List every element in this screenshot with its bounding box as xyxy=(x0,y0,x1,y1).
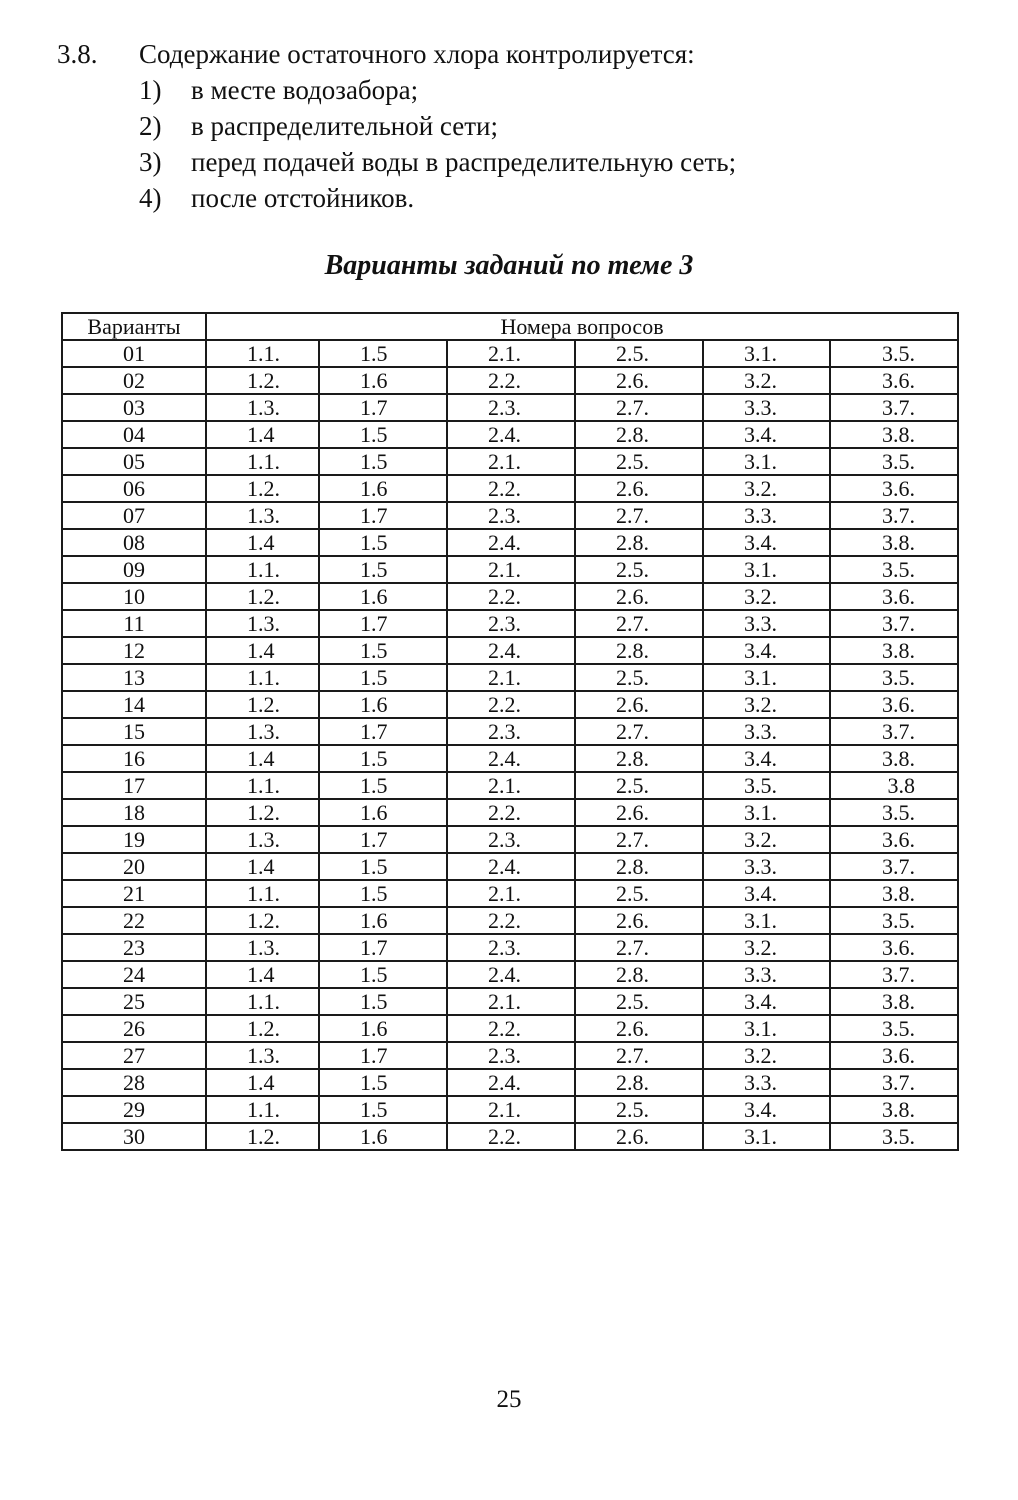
question-number-cell: 2.3. xyxy=(447,718,575,745)
question-number-cell: 1.6 xyxy=(319,907,447,934)
question-number-cell: 2.3. xyxy=(447,610,575,637)
question-number-cell: 2.5. xyxy=(575,448,703,475)
table-row xyxy=(62,718,958,745)
question-number-cell: 2.8. xyxy=(575,745,703,772)
question-number-cell: 3.4. xyxy=(703,1096,830,1123)
question-number-cell: 2.3. xyxy=(447,394,575,421)
question-number-cell: 1.1. xyxy=(206,988,319,1015)
question-number-cell: 1.2. xyxy=(206,1123,319,1150)
variant-number-cell: 28 xyxy=(62,1069,206,1096)
question-number-cell: 1.6 xyxy=(319,367,447,394)
question-number-cell: 1.3. xyxy=(206,934,319,961)
question-number-cell: 1.5 xyxy=(319,988,447,1015)
question-number-cell: 2.2. xyxy=(447,475,575,502)
variant-number-cell: 26 xyxy=(62,1015,206,1042)
question-number-cell: 3.2. xyxy=(703,691,830,718)
question-number-cell: 1.4 xyxy=(206,529,319,556)
variant-number-cell: 06 xyxy=(62,475,206,502)
question-number-cell: 1.5 xyxy=(319,448,447,475)
question-number-cell: 2.8. xyxy=(575,853,703,880)
table-row xyxy=(62,1042,958,1069)
answer-option-number: 4) xyxy=(139,183,162,213)
question-number-cell: 2.6. xyxy=(575,475,703,502)
question-number-cell: 3.3. xyxy=(703,961,830,988)
question-number-cell: 2.4. xyxy=(447,961,575,988)
table-row xyxy=(62,961,958,988)
table-row xyxy=(62,502,958,529)
question-number-cell: 1.7 xyxy=(319,718,447,745)
question-number-cell: 2.7. xyxy=(575,610,703,637)
variant-number-cell: 14 xyxy=(62,691,206,718)
variant-number-cell: 07 xyxy=(62,502,206,529)
table-row xyxy=(62,394,958,421)
question-number-cell: 2.5. xyxy=(575,880,703,907)
variant-number-cell: 21 xyxy=(62,880,206,907)
question-number-cell: 3.2. xyxy=(703,934,830,961)
question-number-cell: 1.5 xyxy=(319,1069,447,1096)
question-number-cell: 1.1. xyxy=(206,880,319,907)
table-row xyxy=(62,340,958,367)
table-row xyxy=(62,421,958,448)
table-row xyxy=(62,529,958,556)
table-row xyxy=(62,367,958,394)
question-number-cell: 1.3. xyxy=(206,718,319,745)
table-row xyxy=(62,799,958,826)
variants-table xyxy=(61,312,959,1151)
question-number-cell: 2.8. xyxy=(575,421,703,448)
question-number-cell: 3.1. xyxy=(703,448,830,475)
question-number-cell: 3.4. xyxy=(703,880,830,907)
question-number-cell: 3.7. xyxy=(830,718,958,745)
question-number-cell: 2.8. xyxy=(575,961,703,988)
variant-number-cell: 08 xyxy=(62,529,206,556)
question-number-cell: 1.5 xyxy=(319,745,447,772)
question-number-cell: 2.1. xyxy=(447,988,575,1015)
question-number-cell: 1.6 xyxy=(319,475,447,502)
question-number-cell: 3.6. xyxy=(830,367,958,394)
variant-number-cell: 20 xyxy=(62,853,206,880)
question-number-cell: 2.1. xyxy=(447,880,575,907)
question-number-cell: 3.5. xyxy=(830,556,958,583)
variant-number-cell: 01 xyxy=(62,340,206,367)
variant-number-cell: 02 xyxy=(62,367,206,394)
question-number-cell: 1.7 xyxy=(319,1042,447,1069)
question-number-cell: 3.2. xyxy=(703,367,830,394)
question-number-cell: 3.8. xyxy=(830,745,958,772)
question-number-cell: 2.1. xyxy=(447,556,575,583)
variant-number-cell: 22 xyxy=(62,907,206,934)
question-number-cell: 1.5 xyxy=(319,556,447,583)
table-row xyxy=(62,1123,958,1150)
question-number-cell: 3.7. xyxy=(830,610,958,637)
variant-number-cell: 25 xyxy=(62,988,206,1015)
question-number-cell: 2.7. xyxy=(575,502,703,529)
question-number-cell: 3.8. xyxy=(830,421,958,448)
question-number-cell: 1.4 xyxy=(206,637,319,664)
variant-number-cell: 17 xyxy=(62,772,206,799)
question-number-cell: 2.7. xyxy=(575,934,703,961)
question-number-cell: 3.5. xyxy=(830,448,958,475)
answer-option-number: 1) xyxy=(139,75,162,105)
question-number-cell: 3.5. xyxy=(830,907,958,934)
question-number-cell: 2.6. xyxy=(575,367,703,394)
question-number-cell: 1.5 xyxy=(319,853,447,880)
question-number-cell: 1.4 xyxy=(206,745,319,772)
question-number-cell: 3.2. xyxy=(703,1042,830,1069)
question-number-cell: 2.1. xyxy=(447,448,575,475)
question-number-cell: 2.1. xyxy=(447,340,575,367)
question-number-cell: 3.7. xyxy=(830,961,958,988)
question-number-cell: 3.3. xyxy=(703,718,830,745)
answer-option xyxy=(57,108,957,144)
question-number-cell: 3.5. xyxy=(703,772,830,799)
question-number-cell: 2.6. xyxy=(575,1123,703,1150)
question-number-cell: 3.2. xyxy=(703,475,830,502)
question-number-cell: 1.5 xyxy=(319,421,447,448)
question-number-cell: 2.5. xyxy=(575,664,703,691)
question-number-cell: 1.5 xyxy=(319,529,447,556)
question-number-cell: 3.6. xyxy=(830,691,958,718)
variant-number-cell: 19 xyxy=(62,826,206,853)
question-number-cell: 2.8. xyxy=(575,637,703,664)
question-number-cell: 3.8. xyxy=(830,1096,958,1123)
table-row xyxy=(62,637,958,664)
question-number-cell: 2.8. xyxy=(575,1069,703,1096)
question-number-cell: 2.7. xyxy=(575,1042,703,1069)
question-number-cell: 1.4 xyxy=(206,853,319,880)
question-number-cell: 1.2. xyxy=(206,907,319,934)
question-number-cell: 3.3. xyxy=(703,853,830,880)
question-number-cell: 2.3. xyxy=(447,826,575,853)
question-number-cell: 1.6 xyxy=(319,583,447,610)
variant-number-cell: 30 xyxy=(62,1123,206,1150)
variant-number-cell: 18 xyxy=(62,799,206,826)
table-row xyxy=(62,772,958,799)
question-number-cell: 2.2. xyxy=(447,799,575,826)
table-row xyxy=(62,475,958,502)
table-row xyxy=(62,664,958,691)
table-row xyxy=(62,583,958,610)
question-number-cell: 2.4. xyxy=(447,853,575,880)
question-number-cell: 2.6. xyxy=(575,1015,703,1042)
question-number-cell: 2.6. xyxy=(575,583,703,610)
answer-option-number: 3) xyxy=(139,147,162,177)
variant-number-cell: 27 xyxy=(62,1042,206,1069)
question-number-cell: 1.1. xyxy=(206,664,319,691)
question-number-cell: 1.3. xyxy=(206,826,319,853)
question-number-cell: 3.3. xyxy=(703,1069,830,1096)
variant-number-cell: 10 xyxy=(62,583,206,610)
question-number-cell: 1.2. xyxy=(206,799,319,826)
question-number-cell: 1.6 xyxy=(319,1015,447,1042)
question-number-cell: 2.1. xyxy=(447,664,575,691)
question-number-cell: 1.3. xyxy=(206,610,319,637)
question-number-cell: 3.5. xyxy=(830,799,958,826)
header-variants: Варианты xyxy=(62,313,206,340)
variant-number-cell: 11 xyxy=(62,610,206,637)
variant-number-cell: 29 xyxy=(62,1096,206,1123)
question-number-cell: 3.5. xyxy=(830,1015,958,1042)
question-number-cell: 3.2. xyxy=(703,826,830,853)
question-number: 3.8. xyxy=(57,39,98,69)
table-row xyxy=(62,1015,958,1042)
question-number-cell: 3.4. xyxy=(703,637,830,664)
table-row xyxy=(62,853,958,880)
question-number-cell: 3.3. xyxy=(703,394,830,421)
question-number-cell: 3.7. xyxy=(830,853,958,880)
answer-option-text: после отстойников. xyxy=(191,183,415,213)
question-number-cell: 3.1. xyxy=(703,1015,830,1042)
table-row xyxy=(62,691,958,718)
question-number-cell: 1.7 xyxy=(319,826,447,853)
question-number-cell: 1.4 xyxy=(206,421,319,448)
variant-number-cell: 15 xyxy=(62,718,206,745)
question-number-cell: 2.2. xyxy=(447,907,575,934)
answer-option xyxy=(57,180,957,216)
question-number-cell: 3.1. xyxy=(703,556,830,583)
variant-number-cell: 16 xyxy=(62,745,206,772)
question-number-cell: 1.6 xyxy=(319,691,447,718)
question-number-cell: 3.8. xyxy=(830,988,958,1015)
question-number-cell: 1.5 xyxy=(319,637,447,664)
question-number-cell: 2.7. xyxy=(575,826,703,853)
answer-option xyxy=(57,72,957,108)
variant-number-cell: 23 xyxy=(62,934,206,961)
table-row xyxy=(62,610,958,637)
question-number-cell: 3.8 xyxy=(830,772,958,799)
question-number-cell: 3.6. xyxy=(830,1042,958,1069)
question-number-cell: 2.2. xyxy=(447,367,575,394)
question-number-cell: 1.5 xyxy=(319,340,447,367)
question-number-cell: 1.1. xyxy=(206,340,319,367)
question-number-cell: 3.8. xyxy=(830,637,958,664)
question-number-cell: 2.5. xyxy=(575,1096,703,1123)
question-number-cell: 2.2. xyxy=(447,1015,575,1042)
question-number-cell: 2.3. xyxy=(447,934,575,961)
question-number-cell: 3.3. xyxy=(703,502,830,529)
question-number-cell: 3.6. xyxy=(830,475,958,502)
question-number-cell: 1.3. xyxy=(206,1042,319,1069)
question-number-cell: 2.5. xyxy=(575,772,703,799)
question-text: Содержание остаточного хлора контролируется: xyxy=(139,39,695,69)
question-number-cell: 3.5. xyxy=(830,340,958,367)
table-row xyxy=(62,1096,958,1123)
answer-option-text: в распределительной сети; xyxy=(191,111,498,141)
table-row xyxy=(62,745,958,772)
question-number-cell: 3.4. xyxy=(703,745,830,772)
question-number-cell: 1.5 xyxy=(319,664,447,691)
question-number-cell: 2.8. xyxy=(575,529,703,556)
question-number-cell: 3.1. xyxy=(703,907,830,934)
question-number-cell: 2.7. xyxy=(575,718,703,745)
question-number-cell: 1.2. xyxy=(206,691,319,718)
question-number-cell: 1.2. xyxy=(206,583,319,610)
question-number-cell: 2.5. xyxy=(575,340,703,367)
table-row xyxy=(62,826,958,853)
question-number-cell: 2.6. xyxy=(575,907,703,934)
question-number-cell: 3.6. xyxy=(830,826,958,853)
question-number-cell: 3.4. xyxy=(703,421,830,448)
question-number-cell: 1.7 xyxy=(319,610,447,637)
question-number-cell: 1.7 xyxy=(319,502,447,529)
question-number-cell: 1.5 xyxy=(319,880,447,907)
table-row xyxy=(62,907,958,934)
question-number-cell: 2.4. xyxy=(447,637,575,664)
question-number-cell: 2.1. xyxy=(447,772,575,799)
table-header-row xyxy=(62,313,958,340)
question-number-cell: 3.5. xyxy=(830,1123,958,1150)
table-body xyxy=(62,340,958,1150)
question-number-cell: 1.5 xyxy=(319,961,447,988)
variant-number-cell: 04 xyxy=(62,421,206,448)
question-number-cell: 3.7. xyxy=(830,502,958,529)
header-question-numbers: Номера вопросов xyxy=(206,313,958,340)
answer-option-text: перед подачей воды в распределительную сеть; xyxy=(191,147,737,177)
question-number-cell: 2.2. xyxy=(447,691,575,718)
question-number-cell: 2.3. xyxy=(447,502,575,529)
question-number-cell: 2.3. xyxy=(447,1042,575,1069)
question-number-cell: 1.3. xyxy=(206,394,319,421)
question-number-cell: 2.2. xyxy=(447,1123,575,1150)
question-number-cell: 3.3. xyxy=(703,610,830,637)
question-number-cell: 1.2. xyxy=(206,1015,319,1042)
question-number-cell: 2.4. xyxy=(447,1069,575,1096)
question-number-cell: 1.2. xyxy=(206,475,319,502)
variant-number-cell: 03 xyxy=(62,394,206,421)
question-number-cell: 3.4. xyxy=(703,988,830,1015)
question-number-cell: 3.8. xyxy=(830,529,958,556)
question-number-cell: 2.4. xyxy=(447,745,575,772)
page-number: 25 xyxy=(496,1386,522,1413)
question-number-cell: 2.2. xyxy=(447,583,575,610)
question-number-cell: 3.6. xyxy=(830,934,958,961)
variant-number-cell: 09 xyxy=(62,556,206,583)
question-number-cell: 1.6 xyxy=(319,799,447,826)
question-number-cell: 1.3. xyxy=(206,502,319,529)
variant-number-cell: 05 xyxy=(62,448,206,475)
question-number-cell: 3.1. xyxy=(703,340,830,367)
question-number-cell: 2.4. xyxy=(447,529,575,556)
question-number-cell: 2.5. xyxy=(575,556,703,583)
question-number-cell: 3.6. xyxy=(830,583,958,610)
question-number-cell: 1.5 xyxy=(319,772,447,799)
question-number-cell: 1.5 xyxy=(319,1096,447,1123)
question-number-cell: 1.1. xyxy=(206,772,319,799)
question-number-cell: 3.7. xyxy=(830,1069,958,1096)
question-number-cell: 2.4. xyxy=(447,421,575,448)
question-number-cell: 1.4 xyxy=(206,961,319,988)
answer-option xyxy=(57,144,957,180)
question-number-cell: 2.5. xyxy=(575,988,703,1015)
table-row xyxy=(62,880,958,907)
question-number-cell: 1.1. xyxy=(206,1096,319,1123)
question-number-cell: 3.5. xyxy=(830,664,958,691)
question-number-cell: 1.7 xyxy=(319,394,447,421)
question-number-cell: 2.1. xyxy=(447,1096,575,1123)
question-number-cell: 1.7 xyxy=(319,934,447,961)
question-number-cell: 1.6 xyxy=(319,1123,447,1150)
question-number-cell: 1.1. xyxy=(206,448,319,475)
question-number-cell: 3.1. xyxy=(703,1123,830,1150)
question-number-cell: 3.4. xyxy=(703,529,830,556)
question-number-cell: 1.1. xyxy=(206,556,319,583)
table-row xyxy=(62,556,958,583)
question-number-cell: 2.6. xyxy=(575,799,703,826)
section-title: Варианты заданий по теме 3 xyxy=(324,250,694,281)
question-block xyxy=(57,36,957,216)
answer-option-text: в месте водозабора; xyxy=(191,75,419,105)
question-number-cell: 3.1. xyxy=(703,664,830,691)
question-number-cell: 3.7. xyxy=(830,394,958,421)
question-number-cell: 1.2. xyxy=(206,367,319,394)
table-row xyxy=(62,934,958,961)
variant-number-cell: 12 xyxy=(62,637,206,664)
question-number-cell: 3.1. xyxy=(703,799,830,826)
table-row xyxy=(62,1069,958,1096)
question-number-cell: 3.8. xyxy=(830,880,958,907)
question-number-cell: 2.7. xyxy=(575,394,703,421)
question-number-cell: 2.6. xyxy=(575,691,703,718)
table-row xyxy=(62,448,958,475)
question-number-cell: 1.4 xyxy=(206,1069,319,1096)
question-number-cell: 3.2. xyxy=(703,583,830,610)
table-row xyxy=(62,988,958,1015)
variant-number-cell: 24 xyxy=(62,961,206,988)
question-header xyxy=(57,36,957,72)
answer-option-number: 2) xyxy=(139,111,162,141)
variant-number-cell: 13 xyxy=(62,664,206,691)
